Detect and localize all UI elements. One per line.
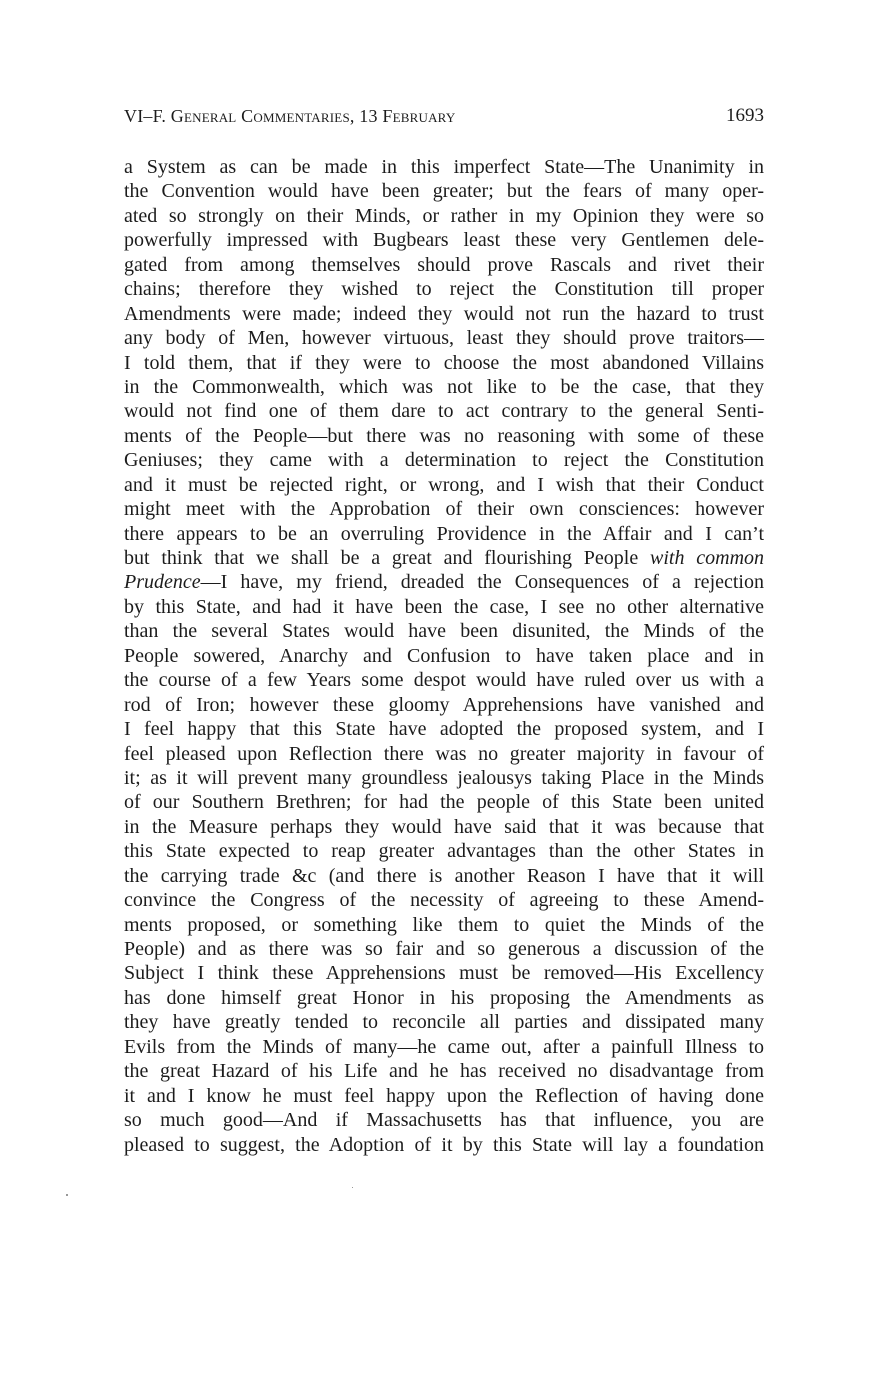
text-line: I told them, that if they were to choose the most abandoned Villains <box>124 351 764 374</box>
text-line: ments of the People—but there was no reasoning with some of these <box>124 424 764 447</box>
text-line: a System as can be made in this imperfect State—The Unanimity in <box>124 156 764 178</box>
scan-speck <box>66 1194 68 1196</box>
text-segment: —I have, my friend, dreaded the Consequences of a rejection <box>200 571 764 594</box>
text-line: of our Southern Brethren; for had the people of this State been united <box>124 791 764 814</box>
text-line: gated from among themselves should prove Rascals and rivet their <box>124 253 764 276</box>
text-line: People sowered, Anarchy and Confusion to have taken place and in <box>124 644 764 667</box>
text-line: chains; therefore they wished to reject the Constitution till proper <box>124 278 764 301</box>
text-line: Geniuses; they came with a determination to reject the Constitution <box>124 449 764 472</box>
text-line: this State expected to reap greater advantages than the other States in <box>124 840 764 863</box>
text-line: Subject I think these Apprehensions must be removed—His Excellency <box>124 962 764 985</box>
text-line: they have greatly tended to reconcile all parties and dissipated many <box>124 1011 764 1034</box>
text-line: powerfully impressed with Bugbears least these very Gentlemen dele- <box>124 229 764 252</box>
text-line: would not find one of them dare to act contrary to the general Senti- <box>124 400 764 423</box>
text-line: I feel happy that this State have adopted the proposed system, and I <box>124 718 764 741</box>
text-line: there appears to be an overruling Providence in the Affair and I can’t <box>124 522 764 545</box>
text-line: and it must be rejected right, or wrong, and I wish that their Conduct <box>124 473 764 496</box>
text-line: so much good—And if Massachusetts has that influence, you are <box>124 1109 764 1132</box>
text-line: ments proposed, or something like them to quiet the Minds of the <box>124 913 764 936</box>
text-line-italic-end <box>124 546 764 570</box>
text-segment: but think that we shall be a great and flourishing People <box>124 547 639 569</box>
text-line: the carrying trade &c (and there is another Reason I have that it will <box>124 864 764 887</box>
italic-phrase: Prudence <box>124 571 201 594</box>
text-line: pleased to suggest, the Adoption of it by this State will lay a foundation <box>124 1133 764 1156</box>
text-line: it and I know he must feel happy upon the Reflection of having done <box>124 1084 764 1107</box>
text-line: People) and as there was so fair and so generous a discussion of the <box>124 938 764 960</box>
text-line-italic-start <box>124 570 764 594</box>
body-text <box>124 155 764 1157</box>
page-number: 1693 <box>726 105 764 126</box>
running-head-title: VI–F. General Commentaries, 13 February <box>124 106 456 126</box>
text-line: the course of a few Years some despot would have ruled over us with a <box>124 669 764 692</box>
text-line: Amendments were made; indeed they would not run the hazard to trust <box>124 302 764 325</box>
text-line: has done himself great Honor in his proposing the Amendments as <box>124 986 764 1009</box>
text-line: might meet with the Approbation of their own consciences: however <box>124 498 764 521</box>
scan-speck <box>352 1187 353 1188</box>
text-line: in the Measure perhaps they would have said that it was because that <box>124 815 764 838</box>
text-line: Evils from the Minds of many—he came out, after a painfull Illness to <box>124 1035 764 1058</box>
text-line: any body of Men, however virtuous, least they should prove traitors— <box>124 327 764 350</box>
text-line: ated so strongly on their Minds, or rather in my Opinion they were so <box>124 204 764 227</box>
running-head <box>124 103 764 129</box>
text-line: than the several States would have been disunited, the Minds of the <box>124 620 764 643</box>
text-line: in the Commonwealth, which was not like to be the case, that they <box>124 375 764 398</box>
italic-phrase: with common <box>650 547 765 569</box>
text-line: convince the Congress of the necessity of agreeing to these Amend- <box>124 889 764 912</box>
text-line: it; as it will prevent many groundless jealousys taking Place in the Minds <box>124 766 764 789</box>
text-line: the great Hazard of his Life and he has received no disadvantage from <box>124 1060 764 1083</box>
text-line: feel pleased upon Reflection there was no greater majority in favour of <box>124 742 764 765</box>
text-line: the Convention would have been greater; but the fears of many oper- <box>124 180 764 203</box>
text-line: rod of Iron; however these gloomy Apprehensions have vanished and <box>124 693 764 716</box>
text-line: by this State, and had it have been the case, I see no other alternative <box>124 595 764 618</box>
